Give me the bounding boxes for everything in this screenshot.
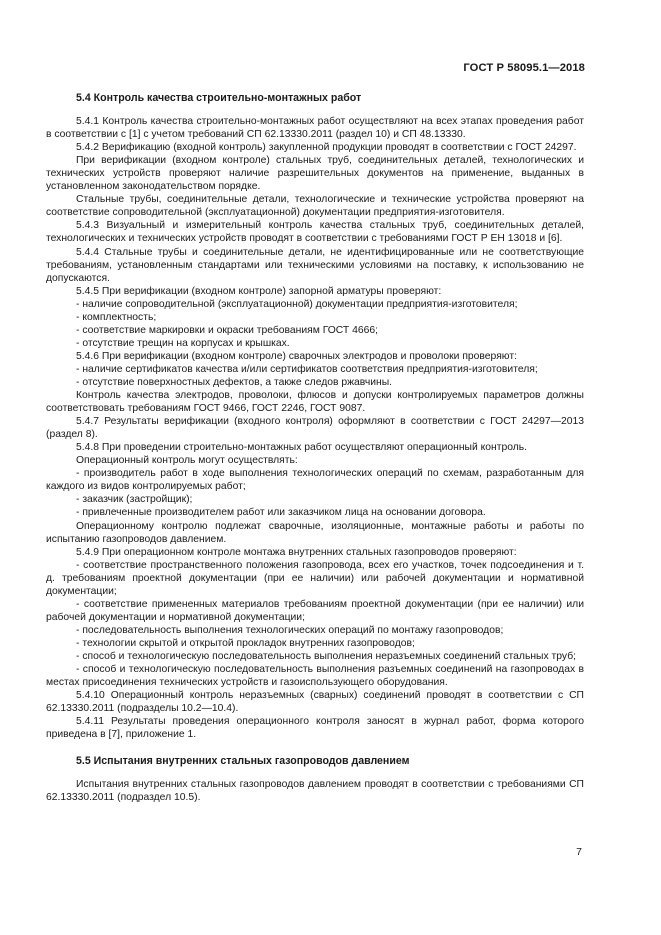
paragraph: Испытания внутренних стальных газопроводов давлением проводят в соответствии с требованиями СП 62.13330.2011 (подраздел 10.5). bbox=[46, 779, 584, 804]
paragraph: Операционный контроль могут осуществлять: bbox=[76, 455, 298, 467]
paragraph: 5.4.6 При верификации (входном контроле) сварочных электродов и проволоки проверяют: bbox=[76, 350, 517, 362]
list-item: - последовательность выполнения технологических операций по монтажу газопроводов; bbox=[76, 624, 504, 636]
paragraph: 5.4.7 Результаты верификации (входного контроля) оформляют в соответствии с ГОСТ 24297—2013 (раздел 8). bbox=[46, 416, 584, 441]
document-body bbox=[46, 89, 584, 804]
list-item: - технологии скрытой и открытой прокладок внутренних газопроводов; bbox=[76, 637, 415, 649]
paragraph: 5.4.2 Верификацию (входной контроль) закупленной продукции проводят в соответствии с ГОСТ 24297. bbox=[76, 142, 577, 154]
list-item: - наличие сопроводительной (эксплуатационной) документации предприятия-изготовителя; bbox=[76, 298, 518, 310]
section-title-5-5: 5.5 Испытания внутренних стальных газопроводов давлением bbox=[76, 755, 410, 768]
list-item: - привлеченные производителем работ или заказчиком лица на основании договора. bbox=[76, 507, 486, 519]
paragraph: При верификации (входном контроле) стальных труб, соединительных деталей, технологических и технических устройств проверяют наличие разрешительных документов на применение, выданных в установленном законодательством порядке. bbox=[46, 155, 584, 193]
paragraph: 5.4.1 Контроль качества строительно-монтажных работ осуществляют на всех этапах проведения работ в соответствии с [1] с учетом требований СП 62.13330.2011 (раздел 10) и СП 48.13330. bbox=[46, 116, 584, 141]
paragraph: 5.4.10 Операционный контроль неразъемных (сварных) соединений проводят в соответствии с СП 62.13330.2011 (подразделы 10.2—10.4). bbox=[46, 690, 584, 715]
list-item: - способ и технологическую последовательность выполнения неразъемных соединений стальных труб; bbox=[76, 650, 576, 662]
paragraph: 5.4.9 При операционном контроле монтажа внутренних стальных газопроводов проверяют: bbox=[76, 546, 517, 558]
list-item: - отсутствие трещин на корпусах и крышках. bbox=[76, 337, 290, 349]
list-item: - соответствие примененных материалов требованиям проектной документации (при ее наличии) или рабочей документации и нормативной документации; bbox=[46, 598, 584, 623]
paragraph: 5.4.4 Стальные трубы и соединительные детали, не идентифицированные или не соответствующие требованиям, установленным стандартами или техническими условиями на поставку, к использованию не допускаются. bbox=[46, 246, 584, 284]
list-item: - комплектность; bbox=[76, 311, 157, 323]
list-item: - соответствие пространственного положения газопровода, всех его участков, точек подсоединения и т. д. требованиям проектной документации (при ее наличии) или рабочей документации и нормативной документации; bbox=[46, 559, 584, 597]
paragraph: 5.4.8 При проведении строительно-монтажных работ осуществляют операционный контроль. bbox=[76, 442, 528, 454]
document-code-header: ГОСТ Р 58095.1—2018 bbox=[463, 62, 585, 74]
list-item: - заказчик (застройщик); bbox=[76, 494, 193, 506]
paragraph: Операционному контролю подлежат сварочные, изоляционные, монтажные работы и работы по испытанию газопроводов давлением. bbox=[46, 520, 584, 545]
list-item: - наличие сертификатов качества и/или сертификатов соответствия предприятия-изготовителя; bbox=[76, 363, 538, 375]
paragraph: Контроль качества электродов, проволоки, флюсов и допуски контролируемых параметров должны соответствовать требованиям ГОСТ 9466, ГОСТ 2246, ГОСТ 9087. bbox=[46, 390, 584, 415]
list-item: - соответствие маркировки и окраски требованиям ГОСТ 4666; bbox=[76, 324, 379, 336]
paragraph: 5.4.3 Визуальный и измерительный контроль качества стальных труб, соединительных деталей, технологических и технических устройств проводят в соответствии с требованиями ГОСТ Р ЕН 13018 и [6]. bbox=[46, 220, 584, 245]
paragraph: 5.4.11 Результаты проведения операционного контроля заносят в журнал работ, форма которого приведена в [7], приложение 1. bbox=[46, 716, 584, 741]
page-number: 7 bbox=[576, 846, 582, 858]
section-title-5-4: 5.4 Контроль качества строительно-монтажных работ bbox=[76, 92, 362, 104]
list-item: - производитель работ в ходе выполнения технологических операций по схемам, разработанным для каждого из видов контролируемых работ; bbox=[46, 468, 584, 493]
paragraph: Стальные трубы, соединительные детали, технологические и технические устройства проверяют на соответствие сопроводительной (эксплуатационной) документации предприятия-изготовителя. bbox=[46, 194, 584, 219]
list-item: - отсутствие поверхностных дефектов, а также следов ржавчины. bbox=[76, 376, 393, 388]
paragraph: 5.4.5 При верификации (входном контроле) запорной арматуры проверяют: bbox=[76, 285, 442, 297]
list-item: - способ и технологическую последовательность выполнения разъемных соединений на газопроводах в местах присоединения технических устройств и газоиспользующего оборудования. bbox=[46, 664, 584, 689]
